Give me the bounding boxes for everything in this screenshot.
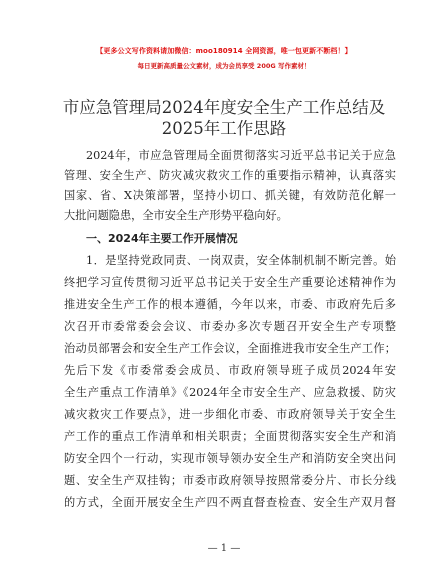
paragraph-line: 管理、安全生产、防灾减灾救灾工作的重要指示精神，认真落实	[64, 169, 396, 182]
paragraph-line: 国家、省、X决策部署，坚持小切口、抓关键，有效防范化解一	[64, 189, 396, 202]
page-number: — 1 —	[207, 543, 241, 554]
paragraph-line: 产工作的重点工作清单和相关职责；全面贯彻落实安全生产和消	[64, 430, 396, 443]
paragraph-line: 先后下发《市委常委会成员、市政府领导班子成员2024年安	[64, 364, 396, 377]
document-title-line1: 市应急管理局2024年度安全生产工作总结及	[62, 98, 386, 117]
section-heading: 一、2024年主要工作开展情况	[86, 232, 238, 245]
paragraph-line: 终把学习宣传贯彻习近平总书记关于安全生产重要论述精神作为	[64, 276, 396, 289]
document-title-line2: 2025年工作思路	[161, 119, 287, 138]
paragraph-line: 2024年，市应急管理局全面贯彻落实习近平总书记关于应急	[86, 149, 396, 162]
paragraph-line: 治动员部署会和安全生产工作会议，全面推进我市安全生产工作；	[64, 342, 396, 355]
paragraph-line: 全生产重点工作清单》《2024年全市安全生产、应急救援、防灾	[64, 386, 396, 399]
promo-banner-line1: 【更多公文写作资料请加微信：moo180914 全网资源，唯一包更新不断档！】	[96, 47, 352, 55]
paragraph-line: 次召开市委常委会会议、市委办多次专题召开安全生产专项整	[64, 320, 396, 333]
paragraph-line: 大批问题隐患，全市安全生产形势平稳向好。	[64, 209, 288, 222]
paragraph-line: 防安全四个一行动，实现市领导领办安全生产和消防安全突出问	[64, 452, 396, 465]
paragraph-line: 减灾救灾工作要点》，进一步细化市委、市政府领导关于安全生	[64, 408, 396, 421]
paragraph-line: 推进安全生产工作的根本遵循，今年以来，市委、市政府先后多	[64, 298, 396, 311]
paragraph-line: 的方式，全面开展安全生产四不两直督查检查、安全生产双月督	[64, 496, 396, 509]
paragraph-line: 1．是坚持党政同责、一岗双责，安全体制机制不断完善。始	[86, 254, 396, 267]
promo-banner-line2: 每日更新高质量公文素材，成为会员享受 200G 写作素材！	[137, 62, 311, 70]
paragraph-line: 题、安全生产双挂钩；市委市政府领导按照常委分片、市长分线	[64, 474, 396, 487]
